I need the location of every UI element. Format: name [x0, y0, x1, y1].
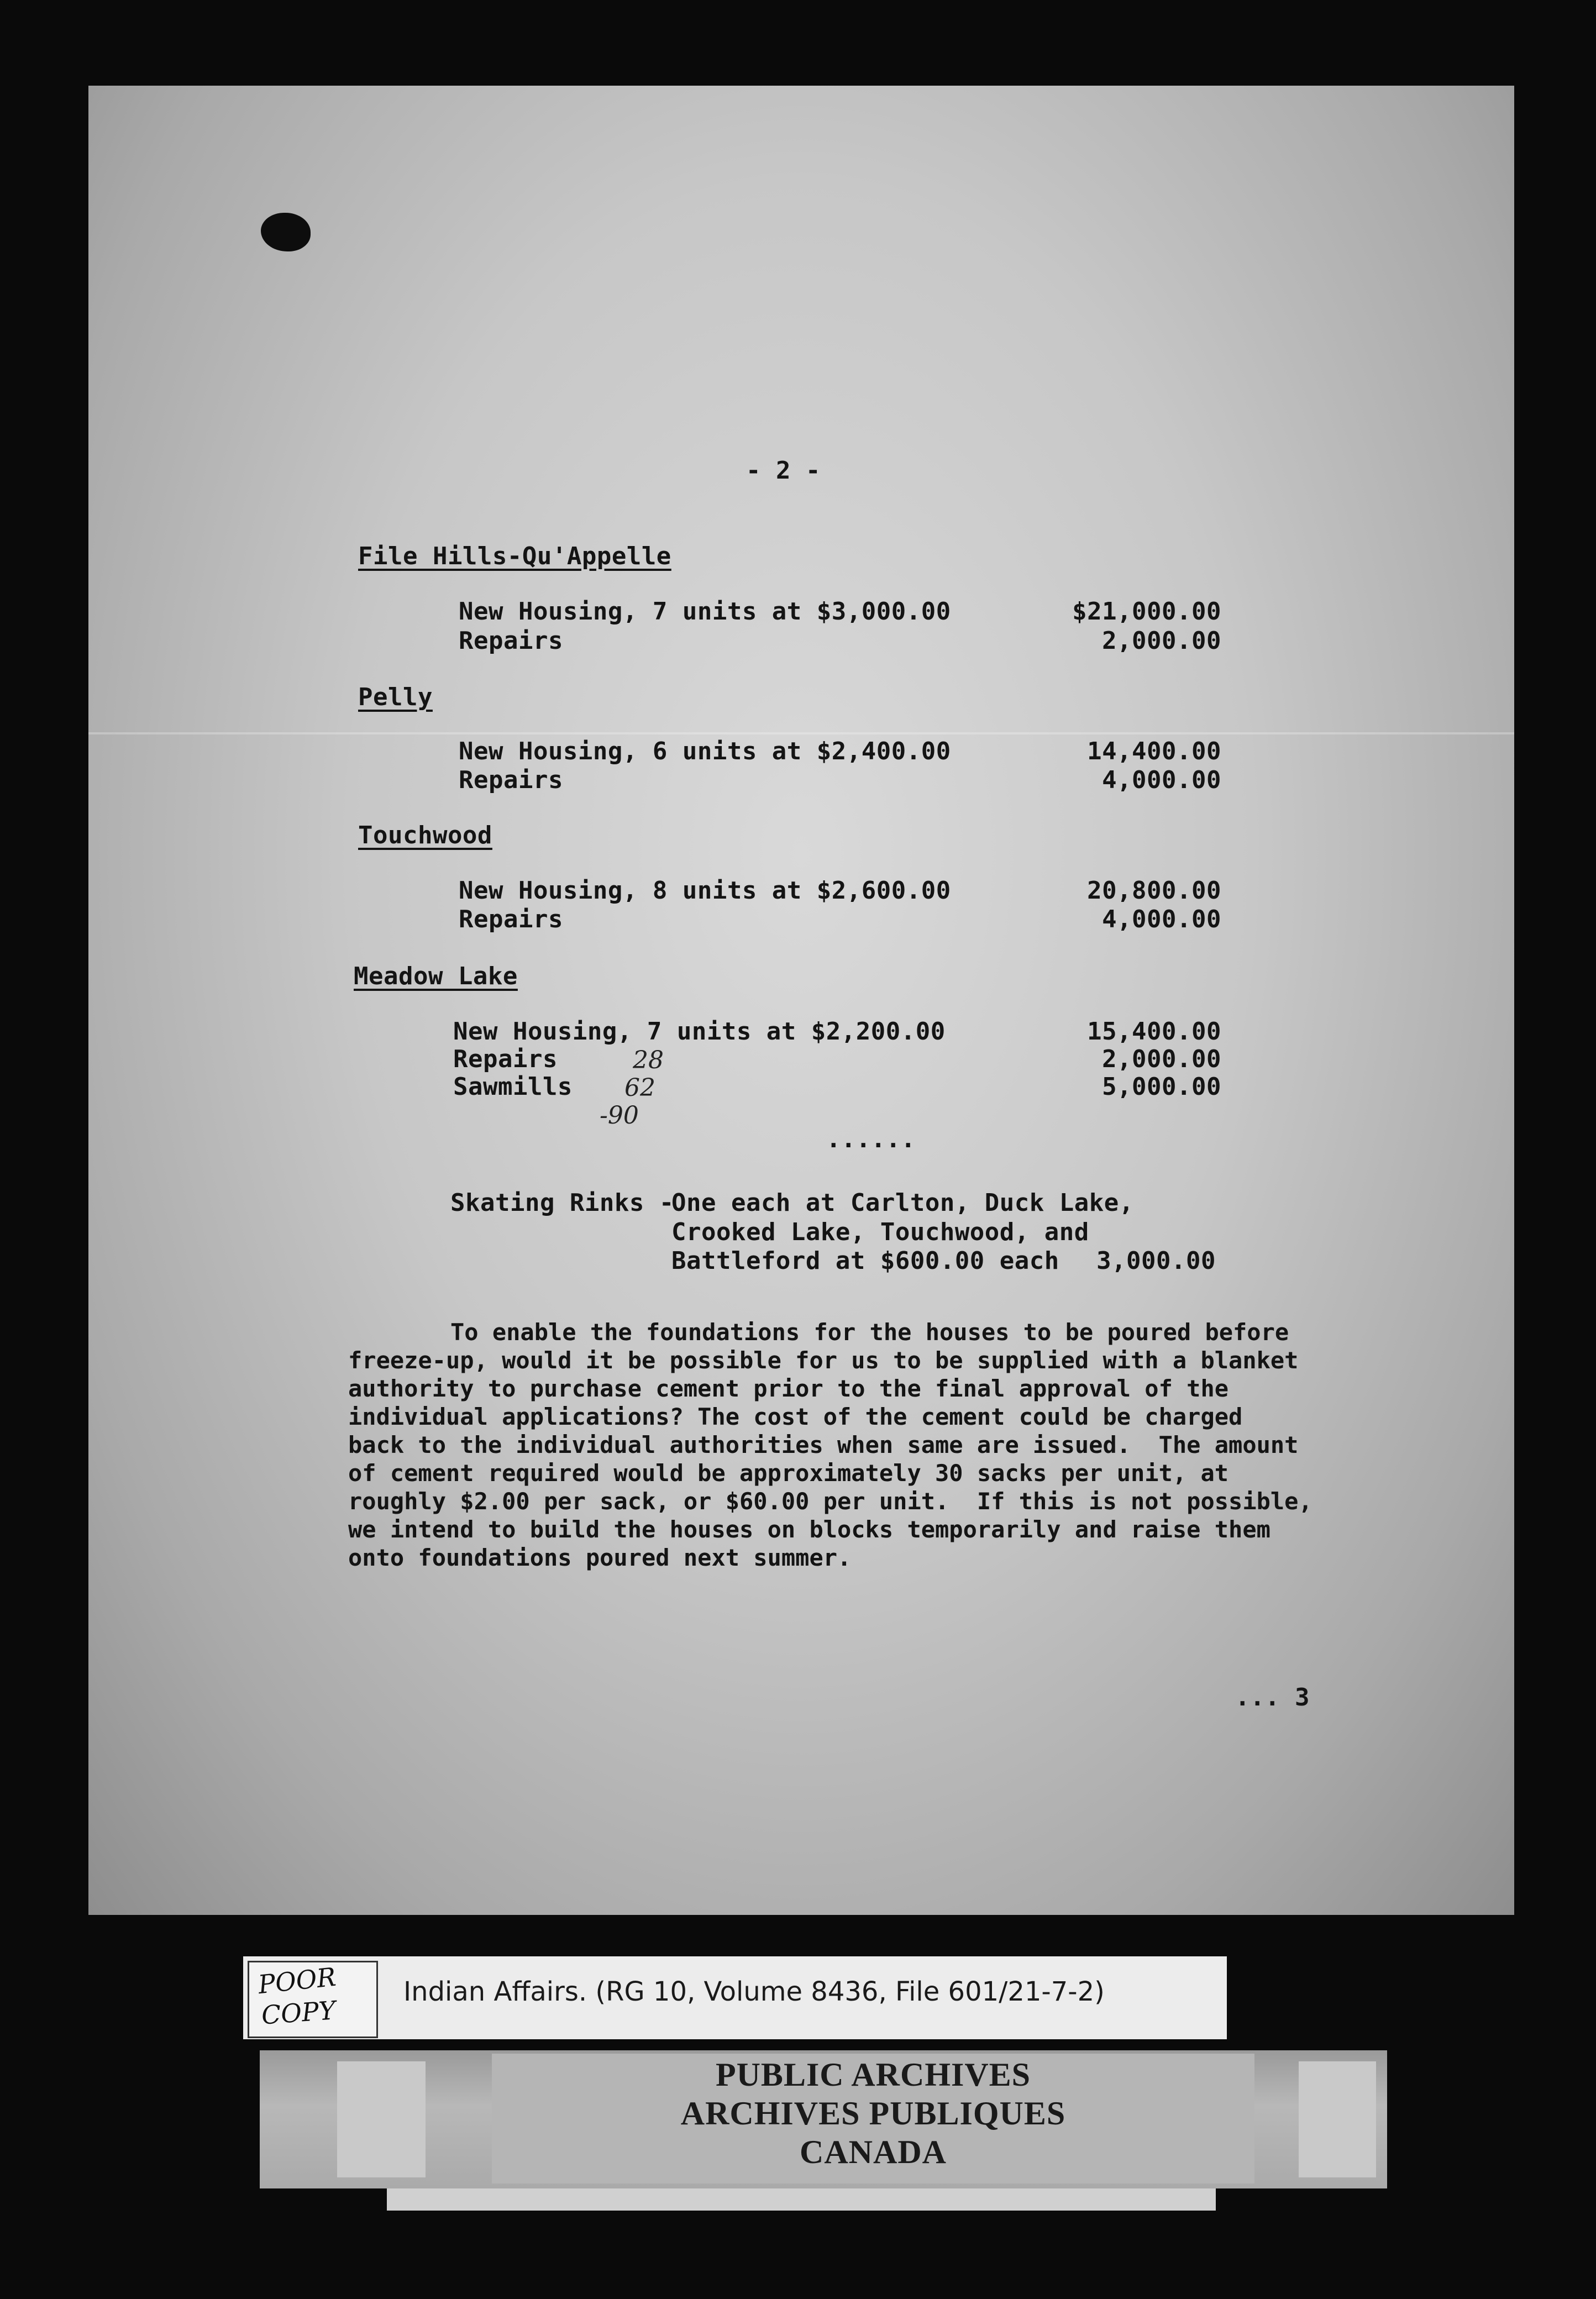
line-item-text: New Housing, 8 units at $2,600.00: [459, 876, 951, 905]
punch-hole: [261, 213, 311, 251]
section-heading-meadow-lake: Meadow Lake: [354, 962, 518, 990]
line-item-amount: 2,000.00: [1102, 627, 1221, 655]
line-item-text: Repairs: [459, 766, 563, 794]
band-tab: [337, 2061, 426, 2177]
line-item-amount: 4,000.00: [1102, 766, 1221, 794]
paragraph-line: freeze-up, would it be possible for us to be supplied with a blanket: [348, 1347, 1299, 1374]
handwritten-note: -90: [600, 1101, 639, 1130]
archive-reference: Indian Affairs. (RG 10, Volume 8436, File 601/21-7-2): [403, 1976, 1105, 2007]
paragraph-line: authority to purchase cement prior to the final approval of the: [348, 1375, 1229, 1402]
bottom-film-strip: [387, 2188, 1216, 2211]
public-archives-band: [260, 2050, 1387, 2188]
separator-dots: ......: [826, 1125, 916, 1153]
skating-label: Skating Rinks -: [450, 1189, 674, 1217]
line-item-text: Repairs: [453, 1045, 558, 1073]
line-item-text: Repairs: [459, 627, 563, 655]
line-item-amount: $21,000.00: [1072, 597, 1221, 626]
line-item-amount: 20,800.00: [1087, 876, 1221, 905]
section-heading-pelly: Pelly: [358, 683, 433, 711]
line-item-amount: 15,400.00: [1087, 1017, 1221, 1046]
line-item-text: New Housing, 7 units at $2,200.00: [453, 1017, 946, 1046]
document-page: [88, 86, 1514, 1915]
section-heading-file-hills: File Hills-Qu'Appelle: [358, 542, 671, 570]
line-item-amount: 2,000.00: [1102, 1045, 1221, 1073]
archives-title-fr: ARCHIVES PUBLIQUES: [680, 2095, 1066, 2132]
skating-line: Battleford at $600.00 each: [671, 1247, 1059, 1275]
archives-country: CANADA: [800, 2134, 947, 2170]
handwritten-note: 62: [624, 1074, 655, 1102]
paragraph-line: of cement required would be approximately 30 sacks per unit, at: [348, 1460, 1229, 1487]
poor-copy-text: COPY: [260, 1995, 337, 2030]
poor-copy-stamp: [248, 1961, 378, 2038]
skating-line: Crooked Lake, Touchwood, and: [671, 1218, 1089, 1246]
page-number: - 2 -: [746, 456, 821, 485]
line-item-text: New Housing, 6 units at $2,400.00: [459, 737, 951, 765]
paragraph-line: onto foundations poured next summer.: [348, 1544, 852, 1571]
poor-copy-text: POOR: [256, 1961, 338, 2000]
line-item-text: Sawmills: [453, 1073, 573, 1101]
handwritten-note: 28: [633, 1046, 664, 1074]
paragraph-line: individual applications? The cost of the cement could be charged: [348, 1403, 1243, 1430]
line-item-text: New Housing, 7 units at $3,000.00: [459, 597, 951, 626]
paragraph-line: we intend to build the houses on blocks temporarily and raise them: [348, 1516, 1271, 1543]
archives-title-en: PUBLIC ARCHIVES: [715, 2056, 1031, 2093]
paragraph-line: back to the individual authorities when same are issued. The amount: [348, 1431, 1299, 1458]
archive-reference-strip: [243, 1956, 1227, 2039]
continuation-marker: ... 3: [1235, 1683, 1310, 1712]
paragraph-line: roughly $2.00 per sack, or $60.00 per unit. If this is not possible,: [348, 1488, 1313, 1515]
paragraph-line: To enable the foundations for the houses to be poured before: [450, 1319, 1289, 1346]
band-tab: [1299, 2061, 1376, 2177]
skating-line: One each at Carlton, Duck Lake,: [671, 1189, 1134, 1217]
line-item-amount: 5,000.00: [1102, 1073, 1221, 1101]
line-item-amount: 14,400.00: [1087, 737, 1221, 765]
line-item-amount: 4,000.00: [1102, 905, 1221, 933]
skating-amount: 3,000.00: [1096, 1247, 1216, 1275]
line-item-text: Repairs: [459, 905, 563, 933]
band-label: [492, 2054, 1254, 2183]
section-heading-touchwood: Touchwood: [358, 821, 492, 849]
paper-fold-line: [88, 732, 1514, 734]
